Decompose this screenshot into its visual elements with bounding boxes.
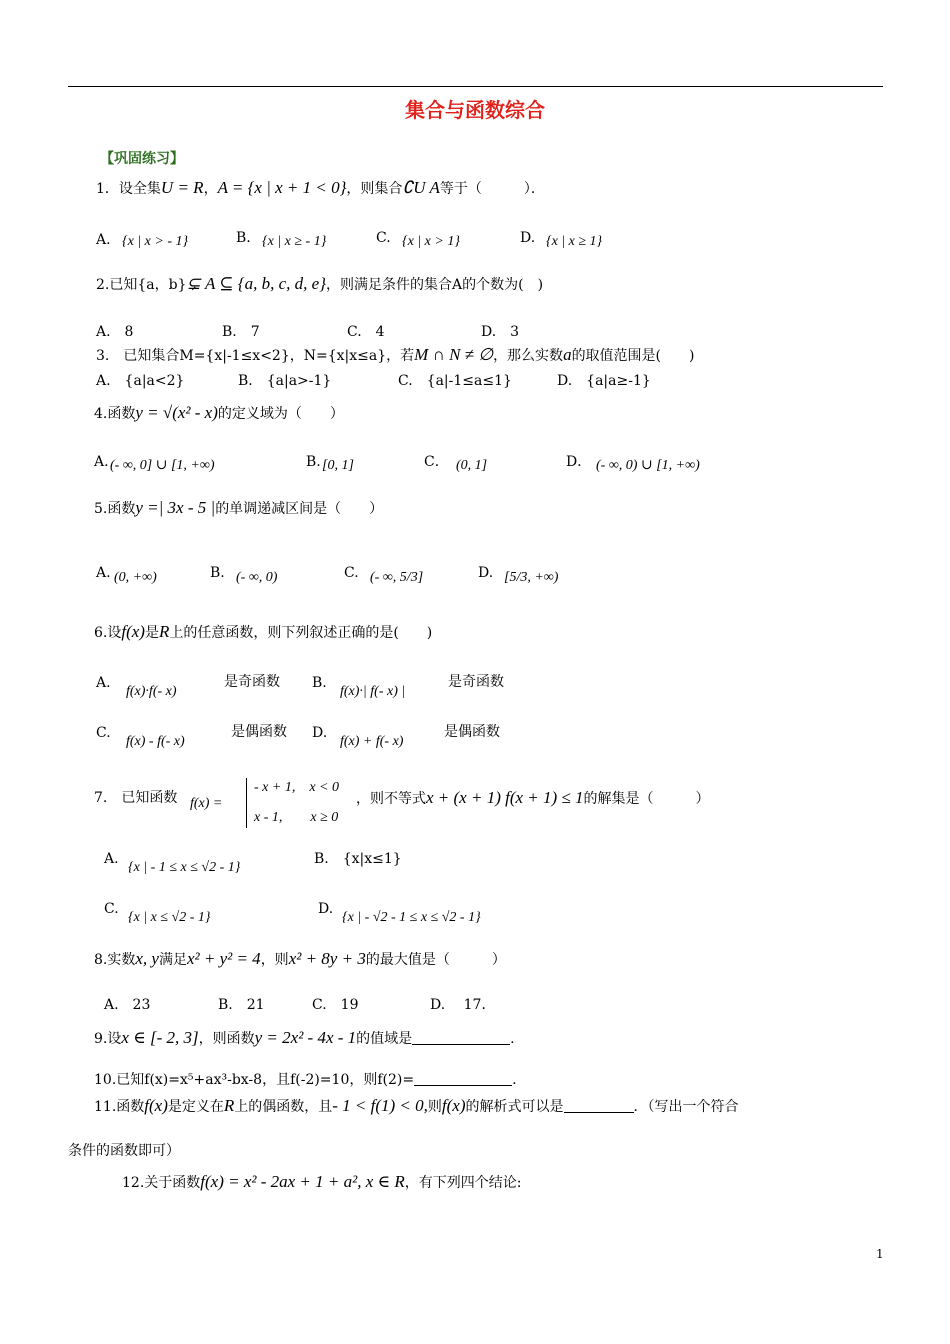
q8-text: 8.实数	[94, 952, 136, 968]
q3-option-d: D. {a|a≥-1}	[557, 373, 651, 389]
q9-math-function: y = 2x² - 4x - 1	[254, 1028, 357, 1047]
q2-option-b: B. 7	[222, 324, 260, 340]
q6-option-c-text: 是偶函数	[231, 724, 287, 740]
q1-text: 等于（ ）．	[439, 181, 545, 197]
question-7-lead	[94, 788, 177, 808]
q4-option-a: (- ∞, 0] ∪ [1, +∞)	[110, 458, 215, 473]
q5-option-b-label: B.	[210, 565, 225, 581]
q11-text: 则	[427, 1099, 442, 1115]
q5-option-a: (0, +∞)	[114, 570, 157, 585]
q11-text: 上的偶函数，且	[234, 1099, 333, 1115]
question-3	[96, 345, 695, 366]
q2-option-d: D. 3	[481, 324, 520, 340]
q6-option-b-text: 是奇函数	[448, 674, 504, 690]
q5-text: 的单调递减区间是（ ）	[215, 501, 384, 517]
q6-option-a-text: 是奇函数	[224, 674, 280, 690]
q1-option-a-label: A.	[96, 232, 111, 248]
q1-text: 1．设全集	[96, 181, 161, 197]
q6-option-b: f(x)·| f(- x) |	[340, 684, 406, 699]
q11-text: ．（写出一个符合	[633, 1099, 739, 1115]
q8-text: 满足	[158, 952, 187, 968]
q1-math-complement: ∁U A	[402, 178, 440, 197]
q7-option-a-label: A.	[104, 851, 119, 867]
q5-option-d-label: D.	[478, 565, 494, 581]
q6-math-r: R	[158, 622, 170, 641]
q6-option-d-label: D.	[312, 725, 328, 741]
q2-text: 2.已知{a，b}	[96, 277, 187, 293]
q5-option-c-label: C.	[344, 565, 359, 581]
q7-math-f: f(x) =	[190, 796, 223, 811]
q8-text: 的最大值是（ ）	[365, 952, 506, 968]
q3-text: 3. 已知集合M={x|-1≤x<2}，N={x|x≤a}，若	[96, 348, 415, 364]
q8-option-b: B. 21	[218, 997, 265, 1013]
q1-option-c: {x | x > 1}	[402, 234, 460, 249]
q7-piecewise-brace	[246, 778, 253, 828]
q6-text: 6.设	[94, 625, 122, 641]
q3-math: M ∩ N ≠ ∅	[414, 345, 494, 364]
q11-math-r: R	[223, 1096, 235, 1115]
q7-text: 的解集是（ ）	[583, 791, 710, 807]
q11-math-f2: f(x)	[441, 1096, 466, 1115]
q1-text: ，则集合	[346, 181, 403, 197]
q12-math-function: f(x) = x² - 2ax + 1 + a², x ∈ R	[200, 1172, 405, 1191]
q6-math-f: f(x)	[121, 622, 145, 641]
q8-option-a: A. 23	[104, 997, 151, 1013]
q4-option-d: (- ∞, 0) ∪ [1, +∞)	[596, 458, 700, 473]
q8-text: ，则	[260, 952, 289, 968]
q1-option-b: {x | x ≥ - 1}	[262, 234, 327, 249]
q1-option-a: {x | x > - 1}	[122, 234, 189, 249]
q5-option-a-label: A.	[96, 565, 111, 581]
q2-text: ，则满足条件的集合A的个数为( )	[326, 277, 544, 293]
q10-text: .	[512, 1072, 517, 1088]
q7-option-d: {x | - √2 - 1 ≤ x ≤ √2 - 1}	[342, 910, 481, 925]
q6-option-c: f(x) - f(- x)	[126, 734, 185, 749]
q1-option-b-label: B.	[236, 230, 251, 246]
q8-option-c: C. 19	[312, 997, 359, 1013]
q3-option-b: B. {a|a>-1}	[238, 373, 332, 389]
q1-math-set-a: A = {x | x + 1 < 0}	[217, 178, 347, 197]
q12-text: 12.关于函数	[122, 1175, 201, 1191]
q7-option-c: {x | x ≤ √2 - 1}	[128, 910, 211, 925]
q3-text: ，那么实数	[493, 348, 564, 364]
q9-text: ，则函数	[198, 1031, 255, 1047]
q8-math-xy: x, y	[135, 949, 159, 968]
q4-text: 4.函数	[94, 406, 136, 422]
q12-text: ，有下列四个结论:	[404, 1175, 522, 1191]
question-2	[96, 274, 543, 295]
q8-math-expression: x² + 8y + 3	[288, 949, 366, 968]
page-number: 1	[876, 1247, 884, 1261]
q9-text: 的值域是	[356, 1031, 413, 1047]
q4-option-c-label: C．	[424, 454, 449, 470]
q3-text: 的取值范围是( )	[571, 348, 695, 364]
q11-math-f: f(x)	[144, 1096, 168, 1115]
q5-option-c: (- ∞, 5/3]	[370, 570, 424, 585]
q11-text: 11.函数	[94, 1099, 145, 1115]
q4-option-c: (0, 1]	[456, 458, 488, 473]
q6-option-c-label: C.	[96, 725, 111, 741]
q7-case-2: x - 1, x ≥ 0	[254, 810, 339, 825]
q6-option-a-label: A.	[96, 675, 111, 691]
q6-option-b-label: B.	[312, 675, 327, 691]
question-4	[94, 403, 344, 424]
header-rule	[68, 86, 883, 87]
question-6	[94, 622, 432, 643]
question-11-continued: 条件的函数即可）	[68, 1143, 180, 1159]
q3-option-c: C. {a|-1≤a≤1}	[398, 373, 512, 389]
q7-option-b: B. {x|x≤1}	[314, 851, 402, 867]
q4-text: 的定义域为（ ）	[217, 406, 344, 422]
q10-answer-blank	[414, 1071, 512, 1086]
question-10	[94, 1070, 517, 1090]
q1-separator: ，	[203, 181, 218, 197]
q2-option-c: C. 4	[347, 324, 385, 340]
q8-option-d: D. 17．	[430, 997, 496, 1013]
q11-text: 是定义在	[167, 1099, 224, 1115]
q5-text: 5.函数	[94, 501, 136, 517]
q7-option-c-label: C.	[104, 901, 119, 917]
q2-option-a: A. 8	[96, 324, 134, 340]
q6-option-a: f(x)·f(- x)	[126, 684, 177, 699]
q8-math-circle: x² + y² = 4	[186, 949, 261, 968]
section-heading: 【巩固练习】	[100, 151, 184, 167]
q10-text: 10.已知f(x)=x⁵+ax³-bx-8，且f(-2)=10，则f(2)=	[94, 1072, 415, 1088]
q3-math-a: a	[563, 345, 572, 364]
q5-math: y =| 3x - 5 |	[135, 498, 216, 517]
page-title: 集合与函数综合	[405, 98, 545, 122]
q5-option-b: (- ∞, 0)	[236, 570, 278, 585]
question-7	[356, 788, 710, 809]
question-1	[96, 178, 545, 199]
q11-text: 的解析式可以是	[465, 1099, 564, 1115]
q1-option-c-label: C.	[376, 230, 391, 246]
q4-option-a-label: A.	[94, 454, 109, 470]
q11-math-condition: - 1 < f(1) < 0,	[332, 1096, 428, 1115]
question-9	[94, 1028, 515, 1049]
q4-option-b-label: B.	[306, 454, 321, 470]
q1-math-universal: U = R	[160, 178, 204, 197]
q3-option-a: A. {a|a<2}	[96, 373, 185, 389]
question-11	[94, 1096, 739, 1117]
q6-text: 上的任意函数，则下列叙述正确的是( )	[169, 625, 433, 641]
question-8	[94, 949, 506, 970]
q6-text: 是	[144, 625, 159, 641]
q4-option-d-label: D．	[566, 454, 592, 470]
question-12	[122, 1172, 521, 1193]
q2-math: ⊊ A ⊆ {a, b, c, d, e}	[186, 274, 326, 293]
q6-option-d: f(x) + f(- x)	[340, 734, 404, 749]
q7-option-a: {x | - 1 ≤ x ≤ √2 - 1}	[128, 860, 241, 875]
q9-text: .	[510, 1031, 515, 1047]
q7-text: ，则不等式	[356, 791, 426, 807]
q7-math-inequality: x + (x + 1) f(x + 1) ≤ 1	[426, 788, 584, 807]
q6-option-d-text: 是偶函数	[444, 724, 500, 740]
q4-option-b: [0, 1]	[322, 458, 354, 473]
q7-case-1: - x + 1, x < 0	[254, 780, 339, 795]
q7-text: 7. 已知函数	[94, 790, 178, 806]
q9-math-domain: x ∈ [- 2, 3]	[121, 1028, 199, 1047]
q1-option-d: {x | x ≥ 1}	[546, 234, 603, 249]
q5-option-d: [5/3, +∞)	[504, 570, 559, 585]
question-5	[94, 498, 383, 519]
q1-option-d-label: D.	[520, 230, 536, 246]
q9-text: 9.设	[94, 1031, 122, 1047]
q11-answer-blank	[564, 1098, 634, 1113]
q4-math: y = √(x² - x)	[135, 403, 218, 422]
q9-answer-blank	[412, 1030, 510, 1045]
q7-option-d-label: D.	[318, 901, 334, 917]
